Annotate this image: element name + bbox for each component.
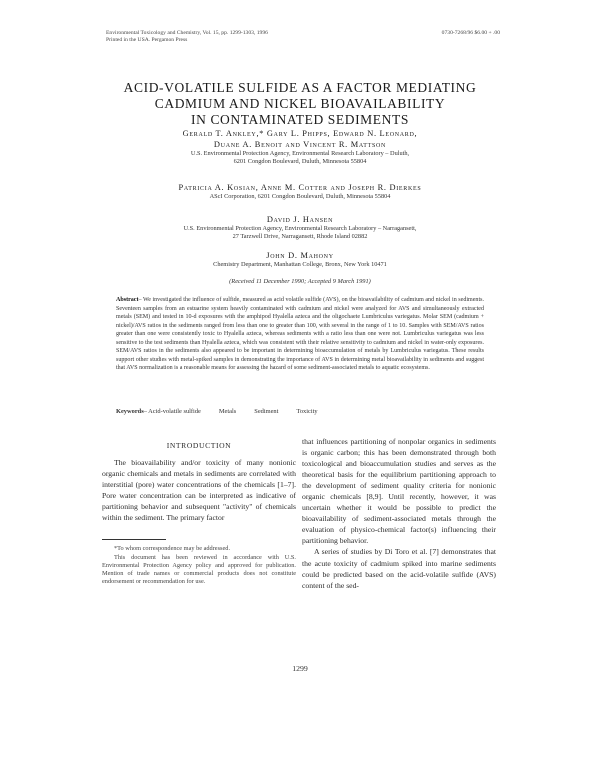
author-affiliation: Chemistry Department, Manhattan College, Bronx, New York 10471 xyxy=(213,261,387,268)
abstract-label: Abstract xyxy=(116,297,139,303)
received-dates: (Received 11 December 1990; Accepted 9 March 1991) xyxy=(229,278,371,285)
author-affiliation: AScI Corporation, 6201 Congdon Boulevard, Duluth, Minnesota 55804 xyxy=(209,193,391,200)
author-names: Patricia A. Kosian, Anne M. Cotter and Joseph R. Dierkes xyxy=(178,183,422,192)
author-affiliation: 27 Tarzwell Drive, Narragansett, Rhode Island 02882 xyxy=(232,232,368,240)
body-paragraph: that influences partitioning of nonpolar organics in sediments is organic carbon; this has been demonstrated through both toxicological and bioaccumulation studies and serves as the theoretical basis for the equilibrium partitioning approach to the development of sediment quality criteria for nonionic organic chemicals [8,9]. Until recently, however, it was uncertain whether it would be possible to predict the bioavailability of sediment-associated metals through the evaluation of physico-chemical factor(s) influencing their partitioning behavior. xyxy=(302,437,496,546)
keyword: Metals xyxy=(218,408,237,415)
author-affiliation: U.S. Environmental Protection Agency, Environmental Research Laboratory – Duluth, xyxy=(190,150,410,157)
footnote: *To whom correspondence may be addressed. xyxy=(114,545,231,553)
author-group xyxy=(100,214,500,240)
abstract xyxy=(116,296,484,373)
author-names: Gerald T. Ankley,* Gary L. Phipps, Edward N. Leonard, xyxy=(182,129,418,138)
page-number: 1299 xyxy=(292,664,308,673)
author-names: John D. Mahony xyxy=(266,251,334,260)
article-title xyxy=(100,80,500,128)
abstract-text: – We investigated the influence of sulfide, measured as acid volatile sulfide (AVS), on the bioavailability of cadmium and nickel in sediments. Seventeen samples from an estuarine system heavily contaminated with cadmium and nickel were analyzed for AVS and simultaneously extracted metals (SEM) and tested in 10-d exposures with the amphipod Hyalella azteca and the oligochaete Lumbriculus variegatus. Molar SEM (cadmium + nickel)/AVS ratios in the sediments ranged from less than one to greater than 100, with several in the range of 1 to 10. Samples with SEM/AVS ratios greater than one were consistently toxic to Hyalella azteca, whereas sediments with a ratio less than one were not. Lumbriculus variegatus was less sensitive to the test sediments than Hyalella azteca, which was consistent with their relative sensitivity to cadmium and nickel in water-only exposures. SEM/AVS ratios in the sediments also appeared to be important in determining bioaccumulation of metals by Lumbriculus variegatus. These results support other studies with metal-spiked samples in demonstrating the importance of AVS in determining metal bioavailability in sediments and suggest that AVS normalization is a reasonable means for assessing the hazard of some sediment-associated metals to aquatic ecosystems. xyxy=(116,297,484,372)
body-paragraph: A series of studies by Di Toro et al. [7] demonstrates that the acute toxicity of cadmium spiked into marine sediments could be predicted based on the acid-volatile sulfide (AVS) content of the sed- xyxy=(302,547,496,590)
title-line: ACID-VOLATILE SULFIDE AS A FACTOR MEDIATING xyxy=(123,80,477,95)
author-group xyxy=(100,250,500,269)
author-names: Duane A. Benoit and Vincent R. Mattson xyxy=(213,140,387,149)
author-group xyxy=(100,128,500,165)
section-heading: INTRODUCTION xyxy=(166,441,232,450)
body-column-left xyxy=(102,436,296,586)
journal-citation: Environmental Toxicology and Chemistry, Vol. 15, pp. 1299-1303, 1996 xyxy=(106,30,268,36)
author-names: David J. Hansen xyxy=(266,215,334,224)
title-line: IN CONTAMINATED SEDIMENTS xyxy=(191,112,409,127)
keyword: Toxicity xyxy=(296,408,318,415)
journal-header xyxy=(106,30,366,44)
author-affiliation: U.S. Environmental Protection Agency, Environmental Research Laboratory – Narragansett, xyxy=(183,225,417,232)
journal-issn: 0730-7268/96 $6.00 + .00 xyxy=(441,30,500,36)
title-line: CADMIUM AND NICKEL BIOAVAILABILITY xyxy=(154,96,446,111)
author-group xyxy=(100,182,500,201)
footnote: This document has been reviewed in accordance with U.S. Environmental Protection Agency policy and approved for publication. Mention of trade names or commercial products does not constitute endorsement or recommendation for use. xyxy=(102,553,296,586)
keywords xyxy=(116,408,336,415)
keywords-label: Keywords xyxy=(116,408,144,415)
body-column-right xyxy=(302,436,496,591)
footnote-rule xyxy=(102,539,166,540)
keyword: Sediment xyxy=(254,408,279,415)
author-affiliation: 6201 Congdon Boulevard, Duluth, Minnesota 55804 xyxy=(233,157,367,165)
journal-printed: Printed in the USA. Pergamon Press xyxy=(106,37,188,43)
body-paragraph: The bioavailability and/or toxicity of many nonionic organic chemicals and metals in sediments are correlated with interstitial (pore) water concentrations of the chemicals [1–7]. Pore water concentration can be interpreted as indicative of partitioning behavior and subsequent "activity" of chemicals within the sediment. The primary factor xyxy=(102,458,296,523)
keyword: – Acid-volatile sulfide xyxy=(143,408,201,415)
